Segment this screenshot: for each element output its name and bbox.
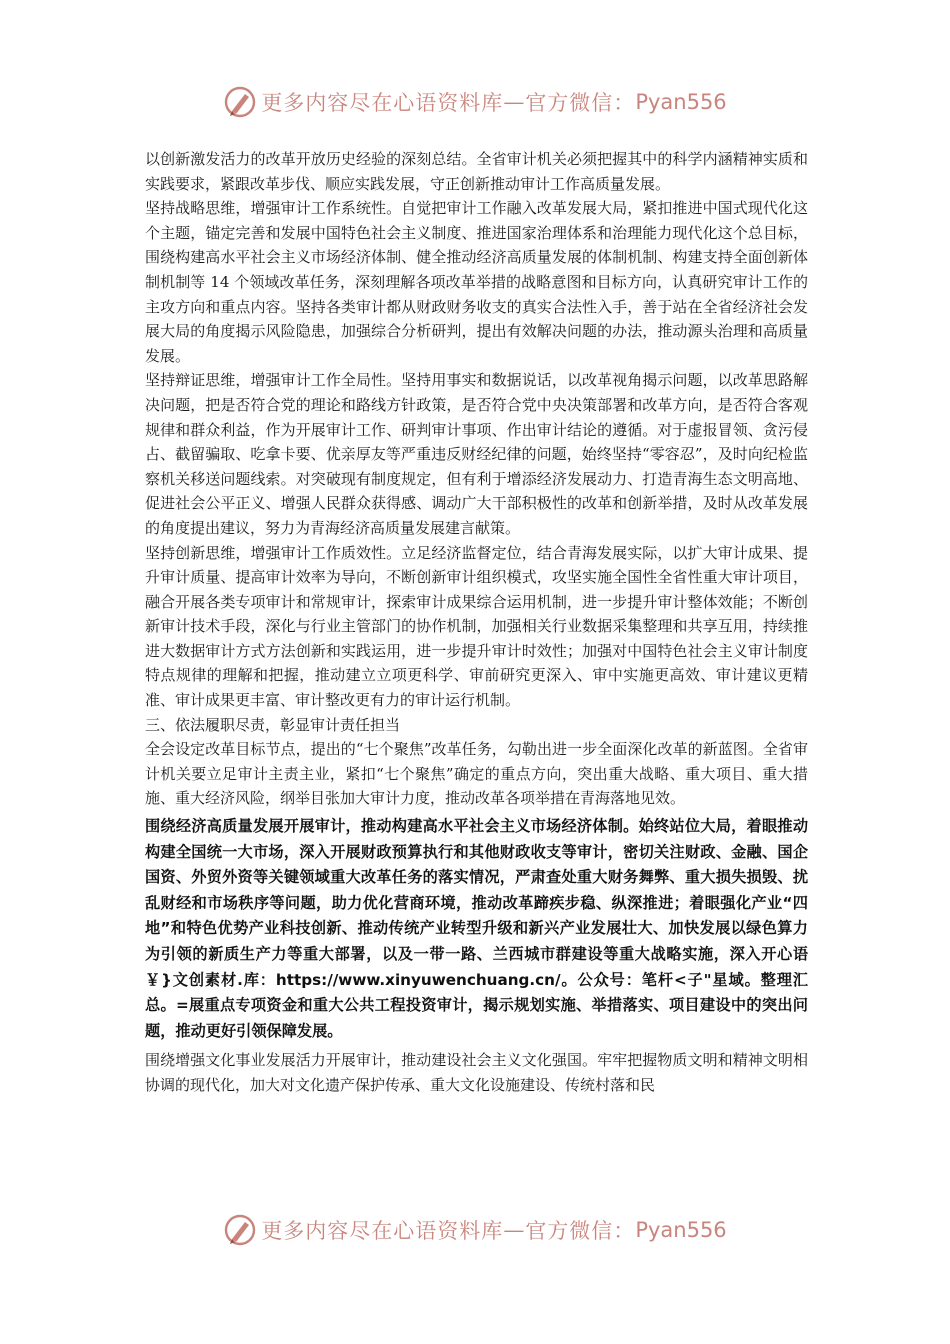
banner-dash: —: [503, 90, 526, 114]
header-banner: [0, 82, 950, 122]
paragraph: 坚持辩证思维，增强审计工作全局性。坚持用事实和数据说话，以改革视角揭示问题，以改革思路解决问题，把是否符合党的理论和路线方针政策，是否符合党中央决策部署和改革方向，是否符合客观规律和群众利益，作为开展审计工作、研判审计事项、作出审计结论的遵循。对于虚报冒领、贪污侵占、截留骗取、吃拿卡要、优亲厚友等严重违反财经纪律的问题，始终坚持“零容忍”，及时向纪检监察机关移送问题线索。对突破现有制度规定，但有利于增添经济发展动力、打造青海生态文明高地、促进社会公平正义、增强人民群众获得感、调动广大干部积极性的改革和创新举措，及时从改革发展的角度提出建议，努力为青海经济高质量发展建言献策。: [145, 371, 808, 537]
banner-text: 更多内容尽在心语资料库: [261, 1219, 504, 1243]
footer-banner: [0, 1210, 950, 1250]
banner-dash: —: [503, 1218, 526, 1242]
body-text: [145, 147, 808, 1098]
pen-logo-icon: [223, 1213, 257, 1247]
paragraph: 坚持创新思维，增强审计工作质效性。立足经济监督定位，结合青海发展实际，以扩大审计成果、提升审计质量、提高审计效率为导向，不断创新审计组织模式，攻坚实施全国性全省性重大审计项目，融合开展各类专项审计和常规审计，探索审计成果综合运用机制，进一步提升审计整体效能；不断创新审计技术手段，深化与行业主管部门的协作机制，加强相关行业数据采集整理和共享互用，持续推进大数据审计方式方法创新和实践运用，进一步提升审计时效性；加强对中国特色社会主义审计制度特点规律的理解和把握，推动建立立项更科学、审前研究更深入、审中实施更高效、审计建议更精准、审计成果更丰富、审计整改更有力的审计运行机制。: [145, 543, 808, 710]
paragraph: 坚持战略思维，增强审计工作系统性。自觉把审计工作融入改革发展大局，紧扣推进中国式现代化这个主题，锚定完善和发展中国特色社会主义制度、推进国家治理体系和治理能力现代化这个总目标，围绕构建高水平社会主义市场经济体制、健全推动经济高质量发展的体制机制、构建支持全面创新体制机制等 14 个领域改革任务，深刻理解各项改革举措的战略意图和目标方向，认真研究审计工作的主攻方向和重点内容。坚持各类审计都从财政财务收支的真实合法性入手，善于站在全省经济社会发展大局的角度揭示风险隐患，加强综合分析研判，提出有效解决问题的办法，推动源头治理和高质量发展。: [145, 199, 808, 365]
banner-official: 官方微信：: [525, 91, 636, 115]
pen-logo-icon: [223, 85, 257, 119]
banner-text: 更多内容尽在心语资料库: [261, 91, 504, 115]
paragraph: 全会设定改革目标节点，提出的“七个聚焦”改革任务，勾勒出进一步全面深化改革的新蓝图。全省审计机关要立足审计主责主业，紧扣“七个聚焦”确定的重点方向，突出重大战略、重大项目、重大措施、重大经济风险，纲举目张加大审计力度，推动改革各项举措在青海落地见效。: [145, 740, 808, 808]
banner-official: 官方微信：: [525, 1219, 636, 1243]
section-heading: 三、依法履职尽责，彰显审计责任担当: [145, 715, 401, 734]
paragraph: 以创新激发活力的改革开放历史经验的深刻总结。全省审计机关必须把握其中的科学内涵精神实质和实践要求，紧跟改革步伐、顺应实践发展，守正创新推动审计工作高质量发展。: [145, 150, 808, 193]
banner-wechat-id: Pyan556: [635, 90, 727, 114]
banner-wechat-id: Pyan556: [635, 1218, 727, 1242]
bold-paragraph: 围绕经济高质量发展开展审计，推动构建高水平社会主义市场经济体制。始终站位大局，着眼推动构建全国统一大市场，深入开展财政预算执行和其他财政收支等审计，密切关注财政、金融、国企国资、外贸外资等关键领域重大改革任务的落实情况，严肃查处重大财务舞弊、重大损失损毁、扰乱财经和市场秩序等问题，助力优化营商环境，推动改革蹄疾步稳、纵深推进；着眼强化产业“四地”和特色优势产业科技创新、推动传统产业转型升级和新兴产业发展壮大、加快发展以绿色算力为引领的新质生产力等重大部署，以及一带一路、兰西城市群建设等重大战略实施，深入开心语￥}文创素材.库：https://www.xinyuwenchuang.cn/。公众号：笔杆<子"星域。整理汇总。=展重点专项资金和重大公共工程投资审计，揭示规划实施、举措落实、项目建设中的突出问题，推动更好引领保障发展。: [145, 817, 808, 1040]
paragraph: 围绕增强文化事业发展活力开展审计，推动建设社会主义文化强国。牢牢把握物质文明和精神文明相协调的现代化，加大对文化遗产保护传承、重大文化设施建设、传统村落和民: [145, 1051, 808, 1094]
